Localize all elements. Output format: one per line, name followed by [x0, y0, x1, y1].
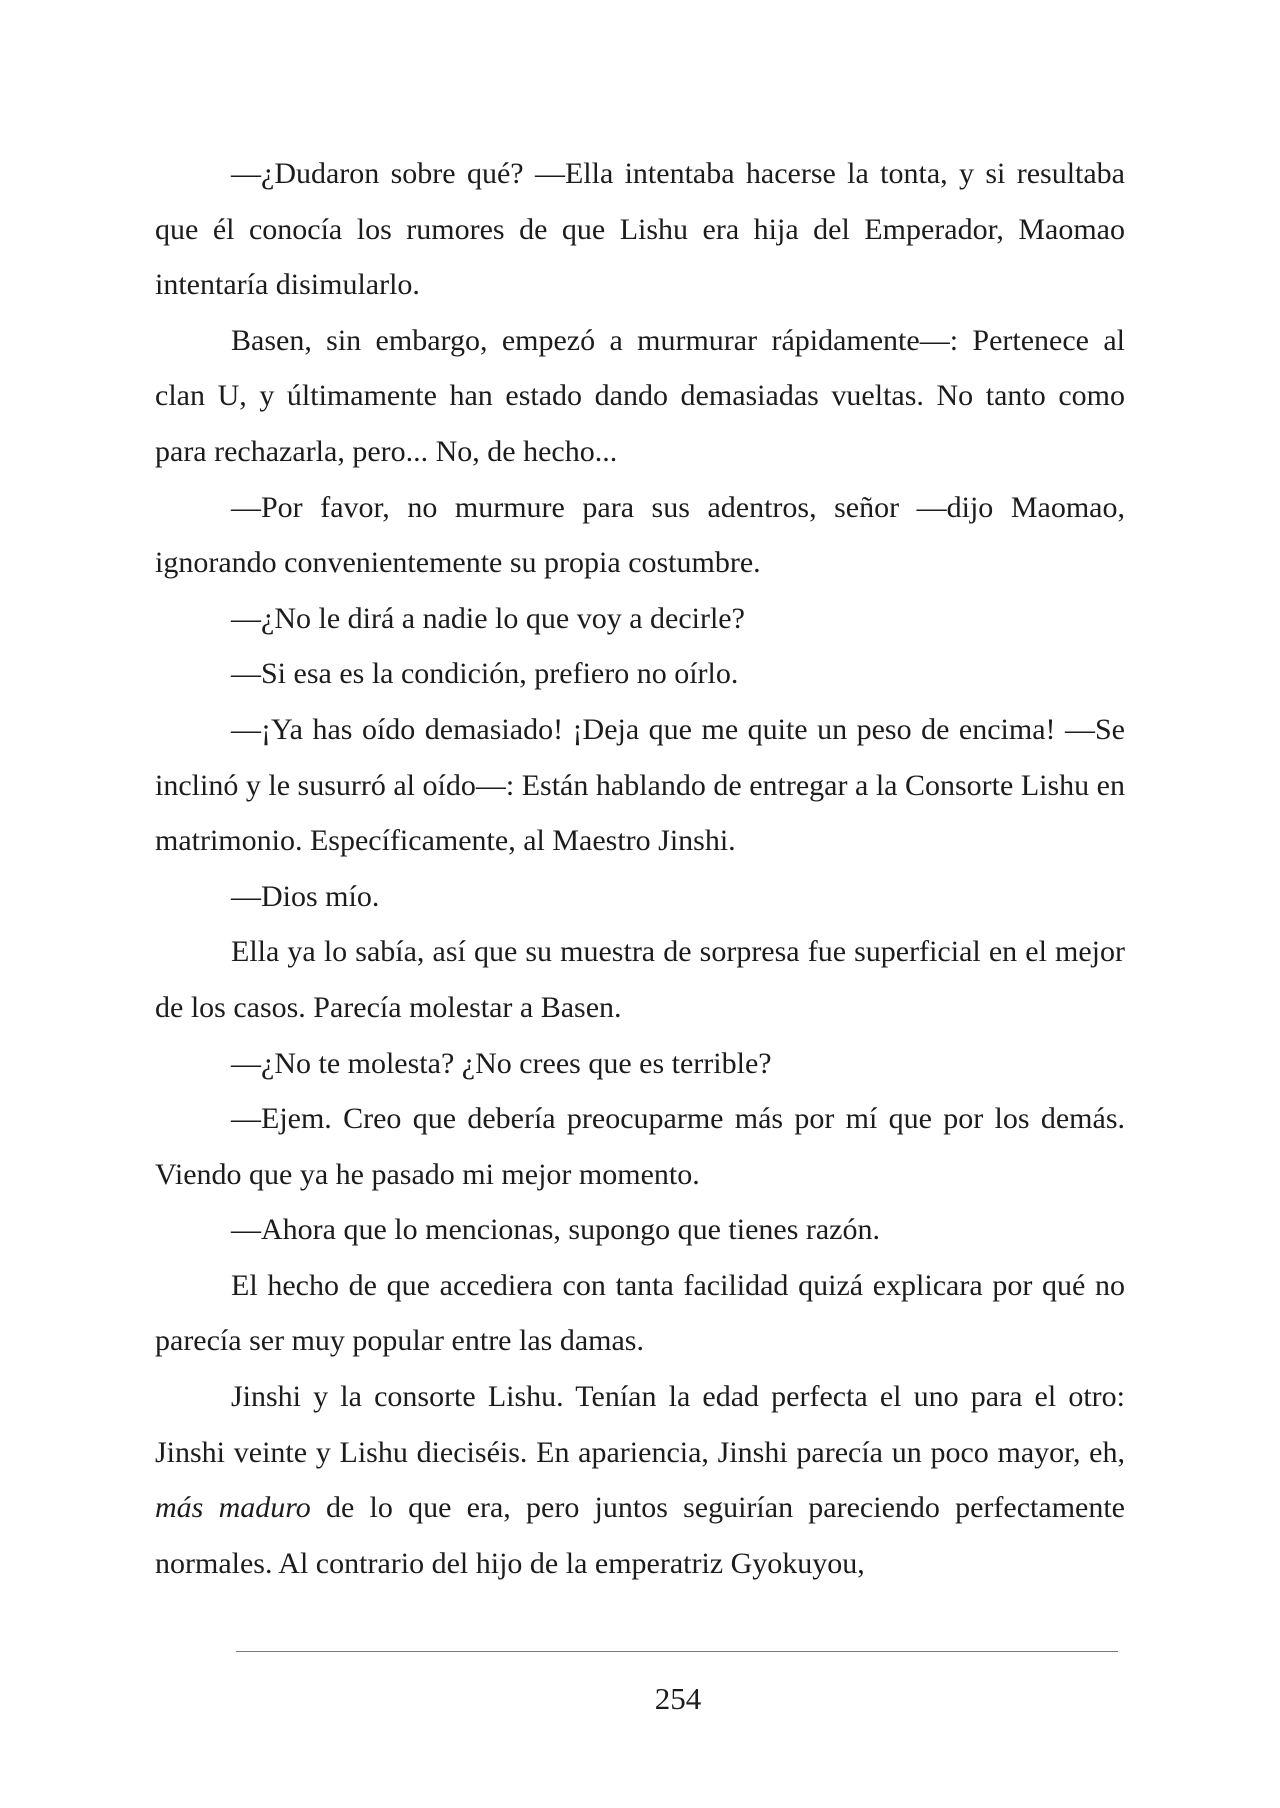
paragraph: —¿No le dirá a nadie lo que voy a decirle?	[231, 601, 745, 635]
paragraph-final	[155, 1369, 1125, 1591]
paragraph: —¿No te molesta? ¿No crees que es terrible?	[231, 1046, 772, 1080]
body-text	[155, 146, 1125, 1591]
paragraph: —Ejem. Creo que debería preocuparme más por mí que por los demás. Viendo que ya he pasado mi mejor momento.	[155, 1102, 1125, 1191]
paragraph: —Dios mío.	[231, 879, 380, 913]
paragraph: —¿Dudaron sobre qué? —Ella intentaba hacerse la tonta, y si resultaba que él conocía los rumores de que Lishu era hija del Emperador, Maomao intentaría disimularlo.	[155, 157, 1125, 302]
paragraph: —Si esa es la condición, prefiero no oírlo.	[231, 657, 739, 691]
paragraph-text: de lo que era, pero juntos seguirían pareciendo perfectamente normales. Al contrario del hijo de la emperatriz Gyokuyou,	[155, 1491, 1125, 1580]
italic-phrase: más maduro	[155, 1491, 311, 1525]
paragraph: Ella ya lo sabía, así que su muestra de sorpresa fue superficial en el mejor de los casos. Parecía molestar a Basen.	[155, 935, 1125, 1024]
paragraph-text: Jinshi y la consorte Lishu. Tenían la edad perfecta el uno para el otro: Jinshi veinte y Lishu dieciséis. En apariencia, Jinshi parecía un poco mayor, eh,	[155, 1380, 1125, 1469]
paragraph: —Por favor, no murmure para sus adentros, señor —dijo Maomao, ignorando convenientemente su propia costumbre.	[155, 490, 1125, 580]
paragraph: —¡Ya has oído demasiado! ¡Deja que me quite un peso de encima! —Se inclinó y le susurró al oído—: Están hablando de entregar a la Consorte Lishu en matrimonio. Específicamente, al Maestro Jinshi.	[155, 712, 1125, 858]
footer-divider	[236, 1651, 1118, 1652]
page-number: 254	[654, 1681, 702, 1716]
paragraph: —Ahora que lo mencionas, supongo que tienes razón.	[231, 1213, 880, 1247]
paragraph: El hecho de que accediera con tanta facilidad quizá explicara por qué no parecía ser muy popular entre las damas.	[155, 1268, 1125, 1358]
paragraph: Basen, sin embargo, empezó a murmurar rápidamente—: Pertenece al clan U, y últimamente han estado dando demasiadas vueltas. No tanto como para rechazarla, pero... No, de hecho...	[155, 323, 1125, 468]
